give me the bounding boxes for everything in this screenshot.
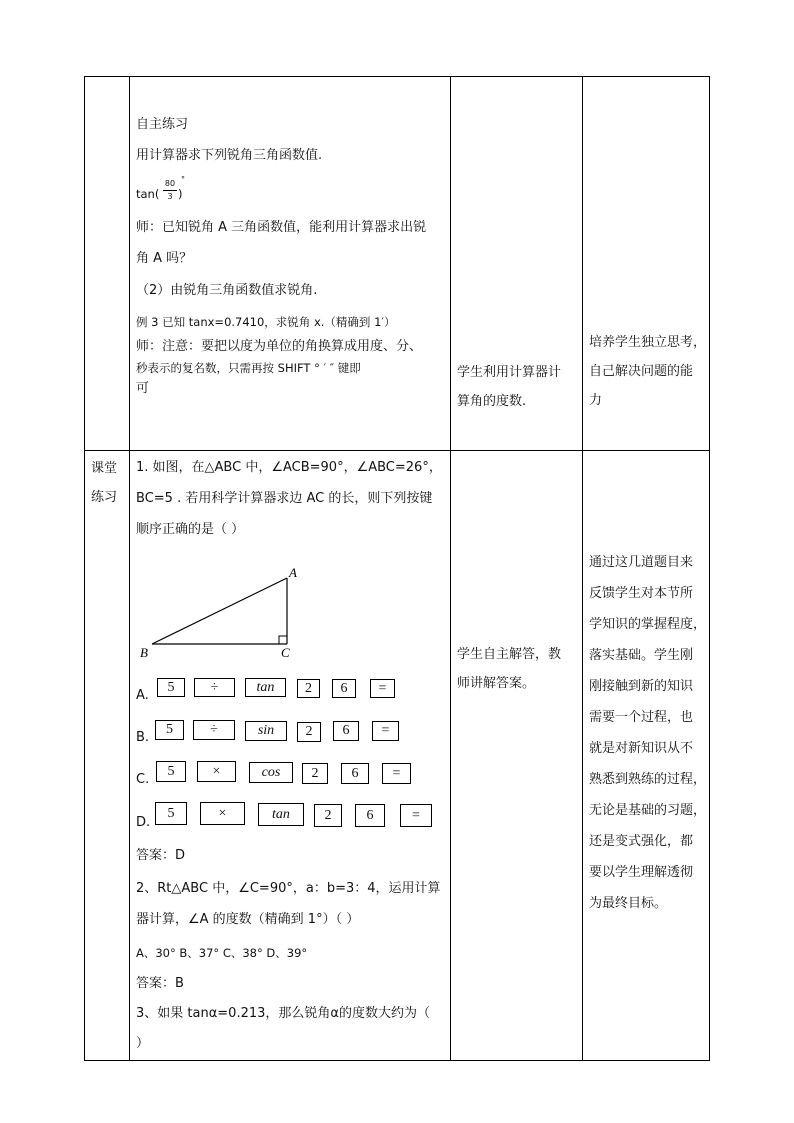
fraction-numerator: 80: [164, 179, 176, 188]
key-2: 2: [297, 722, 321, 742]
option-a-label: A.: [136, 688, 149, 703]
section-heading: 自主练习: [136, 117, 189, 132]
close-paren: ): [178, 187, 183, 201]
fraction-denominator: 3: [167, 192, 173, 201]
option-c-label: C.: [136, 772, 150, 787]
vertex-a-label: A: [289, 565, 297, 580]
instruction-text: 用计算器求下列锐角三角函数值.: [136, 148, 323, 163]
option-d-label: D.: [136, 815, 151, 830]
question3-line1: 3、如果 tanα=0.213，那么锐角α的度数大约为（: [136, 1006, 430, 1021]
right-angle-mark: [279, 636, 287, 644]
vertex-b-label: B: [140, 645, 148, 660]
key-5: 5: [155, 720, 184, 740]
key-6: 6: [332, 679, 356, 698]
key-2: 2: [302, 763, 328, 784]
row-divider: [84, 450, 710, 451]
row1-student-activity: 学生利用计算器计 算角的度数.: [457, 365, 562, 409]
key-6: 6: [333, 721, 359, 741]
fraction-bar: [163, 190, 177, 191]
question2-line2: 器计算，∠A 的度数（精确到 1°）（ ）: [136, 912, 360, 927]
answer-1: 答案：D: [136, 848, 186, 863]
key-multiply: ×: [197, 761, 236, 782]
column-divider-3: [582, 76, 583, 1061]
tan-function: tan(: [136, 187, 160, 201]
teacher-question-line2: 角 A 吗？: [136, 251, 193, 266]
row2-design-intent: 通过这几道题目来 反馈学生对本节所 学知识的掌握程度， 落实基础。学生刚 刚接触到新的知识 需要一个过程，也 就是对新知识从不 熟悉到熟练的过程， 无论是基础的习题， 还是变式强化，都 要以学生理解透彻 为最终目标。: [589, 555, 707, 911]
option-b-label: B.: [136, 730, 150, 745]
key-equals: =: [382, 763, 411, 784]
key-equals: =: [372, 721, 399, 741]
key-5: 5: [155, 802, 187, 825]
column-divider-1: [129, 76, 130, 1061]
key-sin: sin: [245, 721, 287, 741]
question2-options: A、30° B、37° C、38° D、39°: [136, 946, 308, 960]
key-equals: =: [400, 804, 432, 827]
side-ba: [152, 578, 287, 644]
key-2: 2: [314, 804, 342, 827]
row2-label: 课堂 练习: [91, 461, 118, 505]
key-equals: =: [370, 679, 395, 698]
question2-line1: 2、Rt△ABC 中，∠C=90°，a：b=3：4，运用计算: [136, 881, 441, 896]
key-2: 2: [297, 679, 320, 698]
question1-line2: BC=5 . 若用科学计算器求边 AC 的长，则下列按键: [136, 491, 433, 506]
question1-line3: 顺序正确的是（ ）: [136, 522, 245, 537]
table-top-border: [84, 76, 710, 77]
teacher-question-line1: 师：已知锐角 A 三角函数值，能利用计算器求出锐: [136, 220, 427, 235]
key-cos: cos: [249, 762, 293, 783]
row2-student-activity: 学生自主解答，教 师讲解答案。: [457, 647, 562, 691]
key-tan: tan: [258, 803, 304, 826]
table-right-border: [709, 76, 710, 1061]
teacher-note-line1: 师：注意：要把以度为单位的角换算成用度、分、: [136, 339, 423, 354]
question1-line1: 1. 如图，在△ABC 中，∠ACB=90°，∠ABC=26°，: [136, 460, 442, 475]
example-3: 例 3 已知 tanx=0.7410，求锐角 x.（精确到 1′）: [136, 315, 396, 329]
table-left-border: [84, 76, 85, 1061]
subsection-heading: （2）由锐角三角函数值求锐角.: [136, 283, 318, 298]
key-6: 6: [355, 804, 385, 827]
key-5: 5: [156, 761, 186, 782]
key-6: 6: [341, 763, 369, 784]
key-tan: tan: [245, 678, 286, 697]
key-divide: ÷: [194, 678, 235, 697]
key-divide: ÷: [193, 720, 235, 740]
key-5: 5: [157, 678, 185, 697]
table-bottom-border: [84, 1060, 710, 1061]
teacher-note-line3: 可: [136, 381, 150, 396]
row1-design-intent: 培养学生独立思考， 自己解决问题的能 力: [589, 335, 707, 408]
degree-sign: °: [181, 175, 185, 184]
key-multiply: ×: [200, 802, 245, 825]
teacher-note-line2: 秒表示的复名数，只需再按 SHIFT ° ′ ″ 键即: [136, 361, 361, 375]
column-divider-2: [450, 76, 451, 1061]
answer-2: 答案：B: [136, 976, 184, 991]
question3-line2: ）: [136, 1036, 150, 1051]
vertex-c-label: C: [281, 645, 290, 660]
triangle-figure: [136, 562, 316, 662]
